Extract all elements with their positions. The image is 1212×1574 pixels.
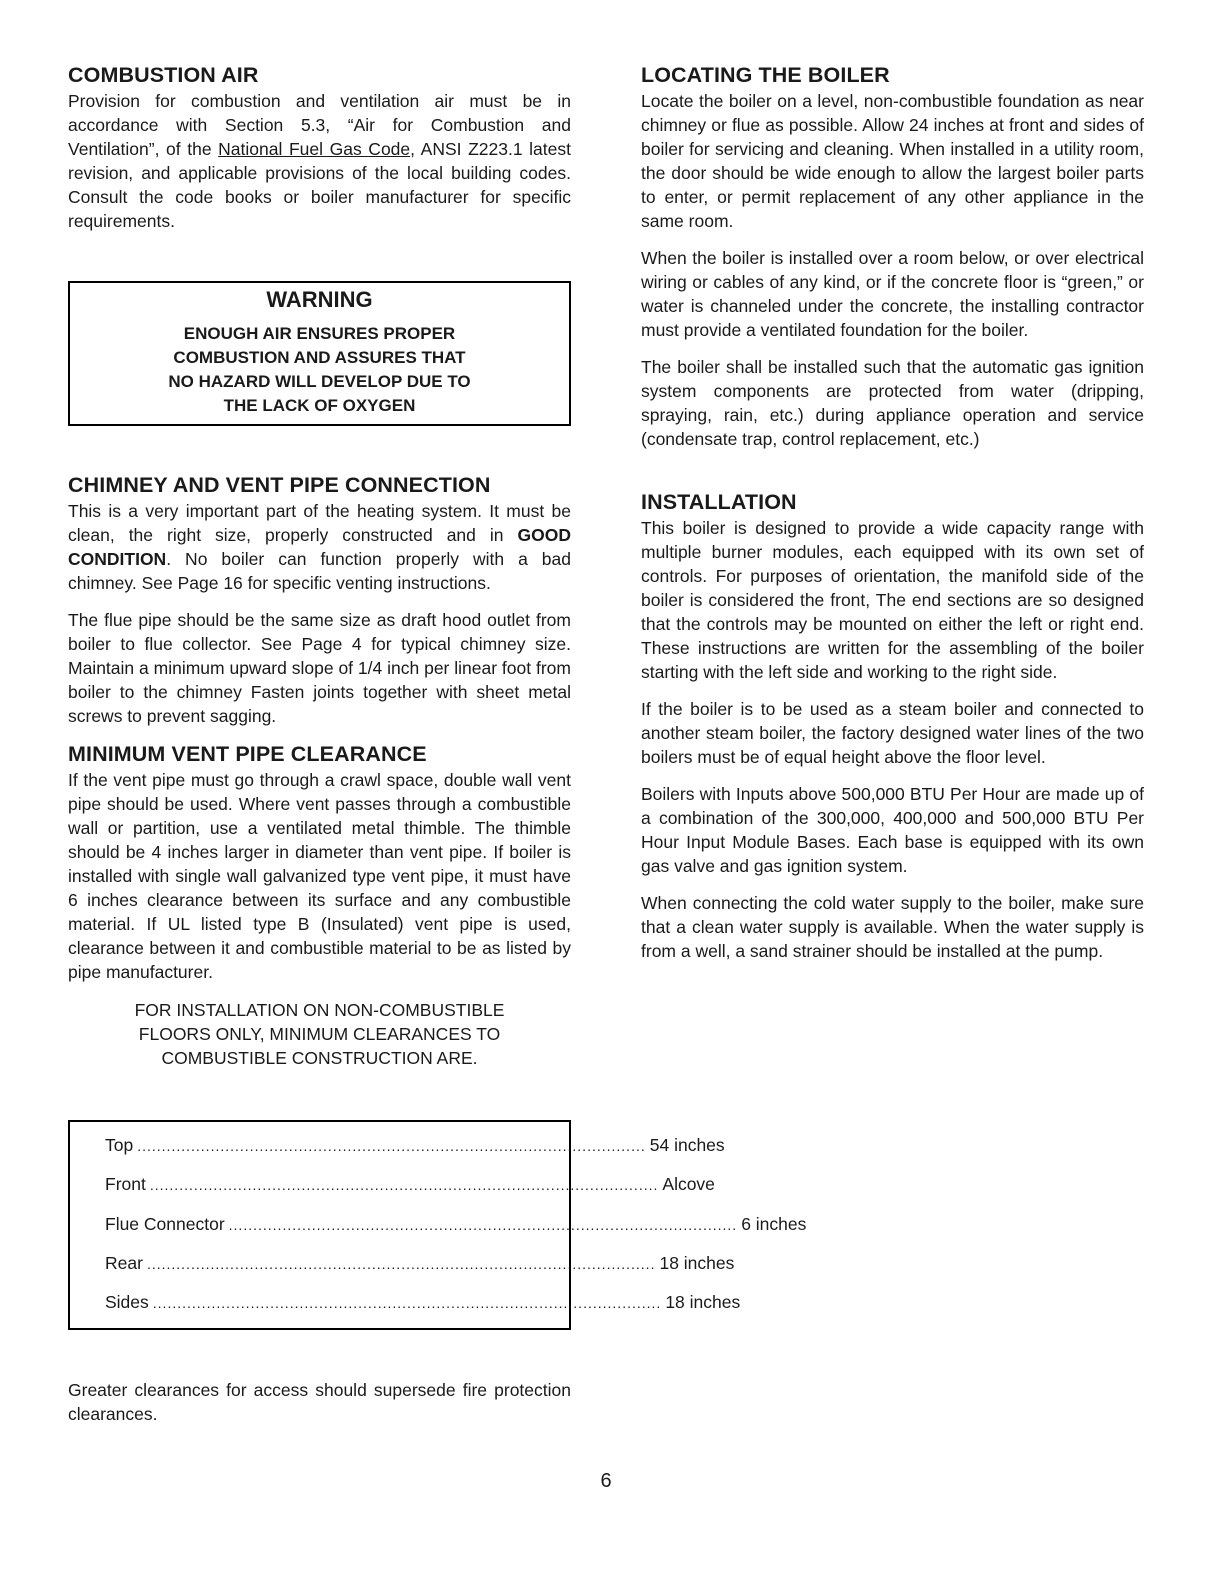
- national-fuel-gas-code-reference: National Fuel Gas Code: [218, 139, 411, 159]
- combustion-air-heading: COMBUSTION AIR: [68, 63, 259, 87]
- locating-heading: LOCATING THE BOILER: [641, 63, 890, 87]
- right-column: [641, 62, 1144, 976]
- clearance-label: Sides: [105, 1292, 149, 1313]
- chimney-paragraph-2: The flue pipe should be the same size as draft hood outlet from boiler to flue collector. See Page 4 for typical chimney size. Maintain a minimum upward slope of 1/4 inch per linear foot from boiler to the chimney Fasten joints together with sheet metal screws to prevent sagging.: [68, 610, 571, 726]
- clearance-row: Sides ........................................................................................................ 18 inches: [105, 1283, 534, 1322]
- clearance-label: Front: [105, 1174, 146, 1195]
- combustion-air-paragraph: Provision for combustion and ventilation air must be in accordance with Section 5.3, “Air for Combustion and Ventilation”, of the National Fuel Gas Code, ANSI Z223.1 latest revision, and applicable provisions of the local building codes. Consult the code books or boiler manufacturer for specific requirements.: [68, 91, 571, 231]
- chimney-heading: CHIMNEY AND VENT PIPE CONNECTION: [68, 473, 491, 497]
- min-vent-paragraph: If the vent pipe must go through a crawl space, double wall vent pipe should be used. Where vent passes through a combustible wall or partition, use a ventilated metal thimble. The thimble should be 4 inches larger in diameter than vent pipe. If boiler is installed with single wall galvanized type vent pipe, it must have 6 inches clearance between its surface and any combustible material. If UL listed type B (Insulated) vent pipe is used, clearance between it and combustible material to be as listed by pipe manufacturer.: [68, 770, 571, 982]
- locating-paragraph-3: The boiler shall be installed such that the automatic gas ignition system components are protected from water (dripping, spraying, rain, etc.) during appliance operation and service (condensate trap, control replacement, etc.): [641, 357, 1144, 449]
- warning-line: COMBUSTION AND ASSURES THAT: [173, 348, 466, 367]
- clearance-label: Top: [105, 1135, 134, 1155]
- warning-line: NO HAZARD WILL DEVELOP DUE TO: [168, 372, 471, 391]
- installation-paragraph-4: When connecting the cold water supply to the boiler, make sure that a clean water supply is available. When the water supply is from a well, a sand strainer should be installed at the pump.: [641, 893, 1144, 961]
- good-condition-emphasis: GOOD CONDITION: [68, 525, 571, 569]
- warning-box: [68, 281, 571, 426]
- chimney-paragraph-1: This is a very important part of the heating system. It must be clean, the right size, properly constructed and in GOOD CONDITION. No boiler can function properly with a bad chimney. See Page 16 for specific venting instructions.: [68, 501, 571, 593]
- locating-paragraph-1: Locate the boiler on a level, non-combustible foundation as near chimney or flue as possible. Allow 24 inches at front and sides of boiler for servicing and cleaning. When installed in a utility room, the door should be wide enough to allow the largest boiler parts to enter, or permit replacement of any other appliance in the same room.: [641, 91, 1144, 231]
- page-number: 6: [600, 1470, 612, 1492]
- min-vent-heading: MINIMUM VENT PIPE CLEARANCE: [68, 742, 427, 766]
- clearance-value: 18 inches: [665, 1292, 741, 1313]
- warning-line: THE LACK OF OXYGEN: [223, 396, 416, 415]
- chimney-section: [68, 472, 571, 728]
- clearance-label: Flue Connector: [105, 1213, 225, 1234]
- clearance-row: Top ........................................................................................................ 54 inches: [105, 1126, 534, 1165]
- clearances-table: [68, 1120, 807, 1330]
- combustion-air-section: [68, 62, 571, 233]
- min-vent-section: [68, 741, 571, 1070]
- installation-paragraph-2: If the boiler is to be used as a steam boiler and connected to another steam boiler, the factory designed water lines of the two boilers must be of equal height above the floor level.: [641, 699, 1144, 767]
- locating-paragraph-2: When the boiler is installed over a room below, or over electrical wiring or cables of any kind, or if the concrete floor is “green,” or water is channeled under the concrete, the installing contractor must provide a ventilated foundation for the boiler.: [641, 248, 1144, 340]
- clearance-value: 6 inches: [741, 1213, 807, 1234]
- clearance-row: Front ........................................................................................................ Alcove: [105, 1165, 534, 1204]
- clearance-value: 18 inches: [659, 1252, 735, 1273]
- installation-paragraph-3: Boilers with Inputs above 500,000 BTU Per Hour are made up of a combination of the 300,000, 400,000 and 500,000 BTU Per Hour Input Module Bases. Each base is equipped with its own gas valve and gas ignition system.: [641, 784, 1144, 876]
- clearance-value: 54 inches: [649, 1135, 725, 1155]
- non-combustible-note: FOR INSTALLATION ON NON-COMBUSTIBLE FLOORS ONLY, MINIMUM CLEARANCES TO COMBUSTIBLE CONSTRUCTION ARE.: [134, 1000, 505, 1068]
- clearance-row: Flue Connector ........................................................................................................ 6 inches: [105, 1205, 534, 1244]
- clearance-label: Rear: [105, 1252, 143, 1273]
- greater-clearances-note: Greater clearances for access should supersede fire protection clearances.: [68, 1380, 571, 1425]
- clearance-value: Alcove: [662, 1174, 715, 1195]
- clearance-row: Rear ........................................................................................................ 18 inches: [105, 1244, 534, 1283]
- installation-heading: INSTALLATION: [641, 490, 797, 514]
- installation-section: [641, 489, 1144, 963]
- warning-title: WARNING: [266, 287, 373, 312]
- locating-section: [641, 62, 1144, 451]
- warning-line: ENOUGH AIR ENSURES PROPER: [183, 324, 456, 343]
- installation-paragraph-1: This boiler is designed to provide a wide capacity range with multiple burner modules, each equipped with its own set of controls. For purposes of orientation, the manifold side of the boiler is considered the front, The end sections are so designed that the controls may be mounted on either the left or right end. These instructions are written for the assembling of the boiler starting with the left side and working to the right side.: [641, 518, 1144, 682]
